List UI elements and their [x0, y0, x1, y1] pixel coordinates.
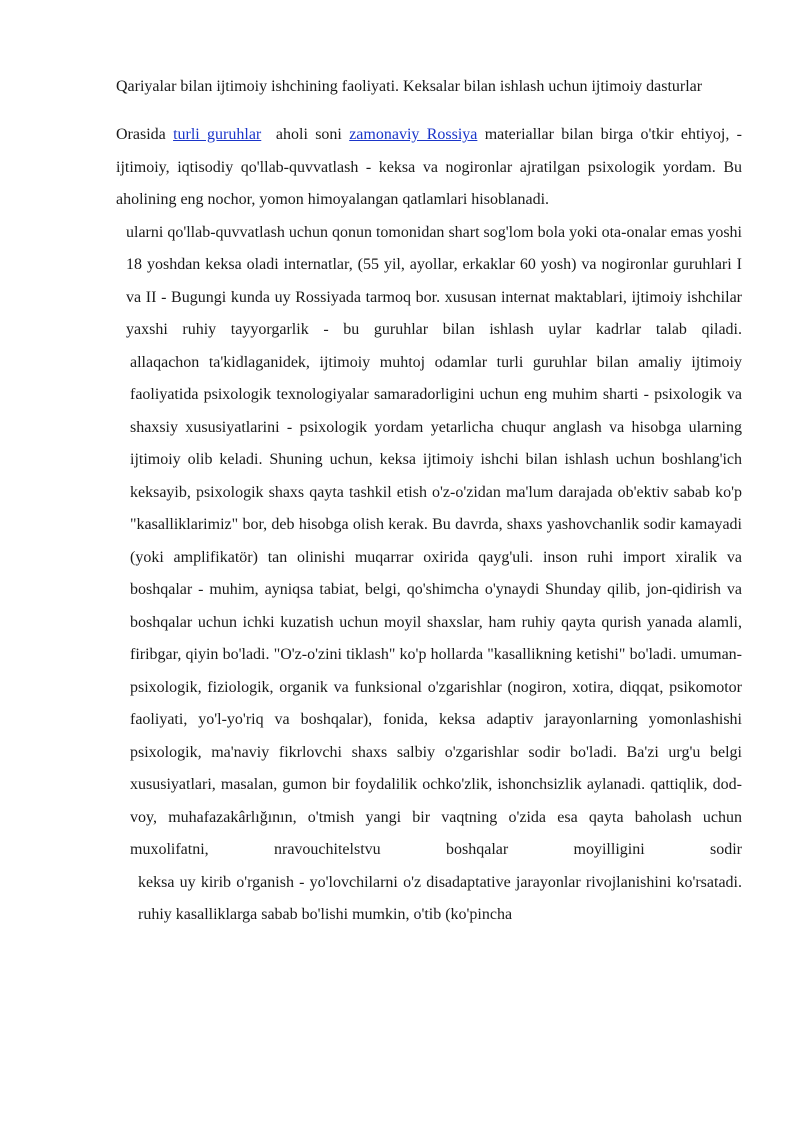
paragraph-intro [116, 119, 742, 217]
document-title: Qariyalar bilan ijtimoiy ishchining faoliyati. Keksalar bilan ishlash uchun ijtimoiy dasturlar [116, 78, 703, 95]
document-body [116, 119, 742, 932]
intro-rest: materiallar bilan birga o'tkir ehtiyoj, - ijtimoiy, iqtisodiy qo'llab-quvvatlash - keksa va nogironlar ajratilgan psixologik yordam. Bu aholining eng nochor, yomon himoyalangan qatlamlari hisoblanadi. [116, 126, 742, 208]
paragraph-home: keksa uy kirib o'rganish - yo'lovchilarni o'z disadaptative jarayonlar rivojlanishini ko'rsatadi. ruhiy kasalliklarga sabab bo'lishi mumkin, o'tib (ko'pincha [138, 873, 742, 923]
paragraph-support: ularni qo'llab-quvvatlash uchun qonun tomonidan shart sog'lom bola yoki ota-onalar emas yoshi 18 yoshdan keksa oladi internatlar, (55 yil, ayollar, erkaklar 60 yosh) va nogironlar guruhlari I va II - Bugungi kunda uy Rossiyada tarmoq bor. xususan internat maktablari, ijtimoiy ishchilar yaxshi ruhiy tayyorgarlik - bu guruhlar bilan ishlash uylar kadrlar talab qiladi. [126, 223, 742, 338]
intro-lead: Orasida [116, 126, 174, 143]
link-zamonaviy-rossiya[interactable]: zamonaviy Rossiya [349, 126, 478, 143]
intro-mid: aholi soni [261, 126, 350, 143]
link-turli-guruhlar[interactable]: turli guruhlar [173, 126, 262, 143]
paragraph-psychology: allaqachon ta'kidlaganidek, ijtimoiy muhtoj odamlar turli guruhlar bilan amaliy ijtimoiy faoliyatida psixologik texnologiyalar samaradorligini uchun eng muhim sharti - psixologik va shaxsiy xususiyatlarini - psixologik yordam yetarlicha chuqur anglash va hisobga ularning ijtimoiy olib keladi. Shuning uchun, keksa ijtimoiy ishchi bilan ishlash uchun boshlang'ich keksayib, psixologik shaxs qayta tashkil etish o'z-o'zidan ma'lum darajada ob'ektiv sabab ko'p "kasalliklarimiz" bor, deb hisobga olish kerak. Bu davrda, shaxs yashovchanlik sodir kamayadi (yoki amplifikatör) tan olinishi muqarrar oxirida qayg'uli. inson ruhi import xiralik va boshqalar - muhim, ayniqsa tabiat, belgi, qo'shimcha o'ynaydi Shunday qilib, jon-qidirish va boshqalar uchun ichki kuzatish uchun moyil shaxslar, ham ruhiy qayta qurish yanada alamli, firibgar, qiyin bo'ladi. "O'z-o'zini tiklash" ko'p hollarda "kasallikning ketishi" bo'ladi. umuman-psixologik, fiziologik, organik va funksional o'zgarishlar (nogiron, xotira, diqqat, psikomotor faoliyati, yo'l-yo'riq va boshqalar), fonida, keksa adaptiv jarayonlarning yomonlashishi psixologik, ma'naviy fikrlovchi shaxs salbiy o'zgarishlar sodir bo'ladi. Ba'zi urg'u belgi xususiyatlari, masalan, gumon bir foydalilik ochko'zlik, ishonchsizlik aylanadi. qattiqlik, dod-voy, muhafazakârlığının, o'tmish yangi bir vaqtning o'zida esa qayta baholash uchun muxolifatni, nravouchitelstvu boshqalar moyilligini sodir [130, 353, 742, 858]
